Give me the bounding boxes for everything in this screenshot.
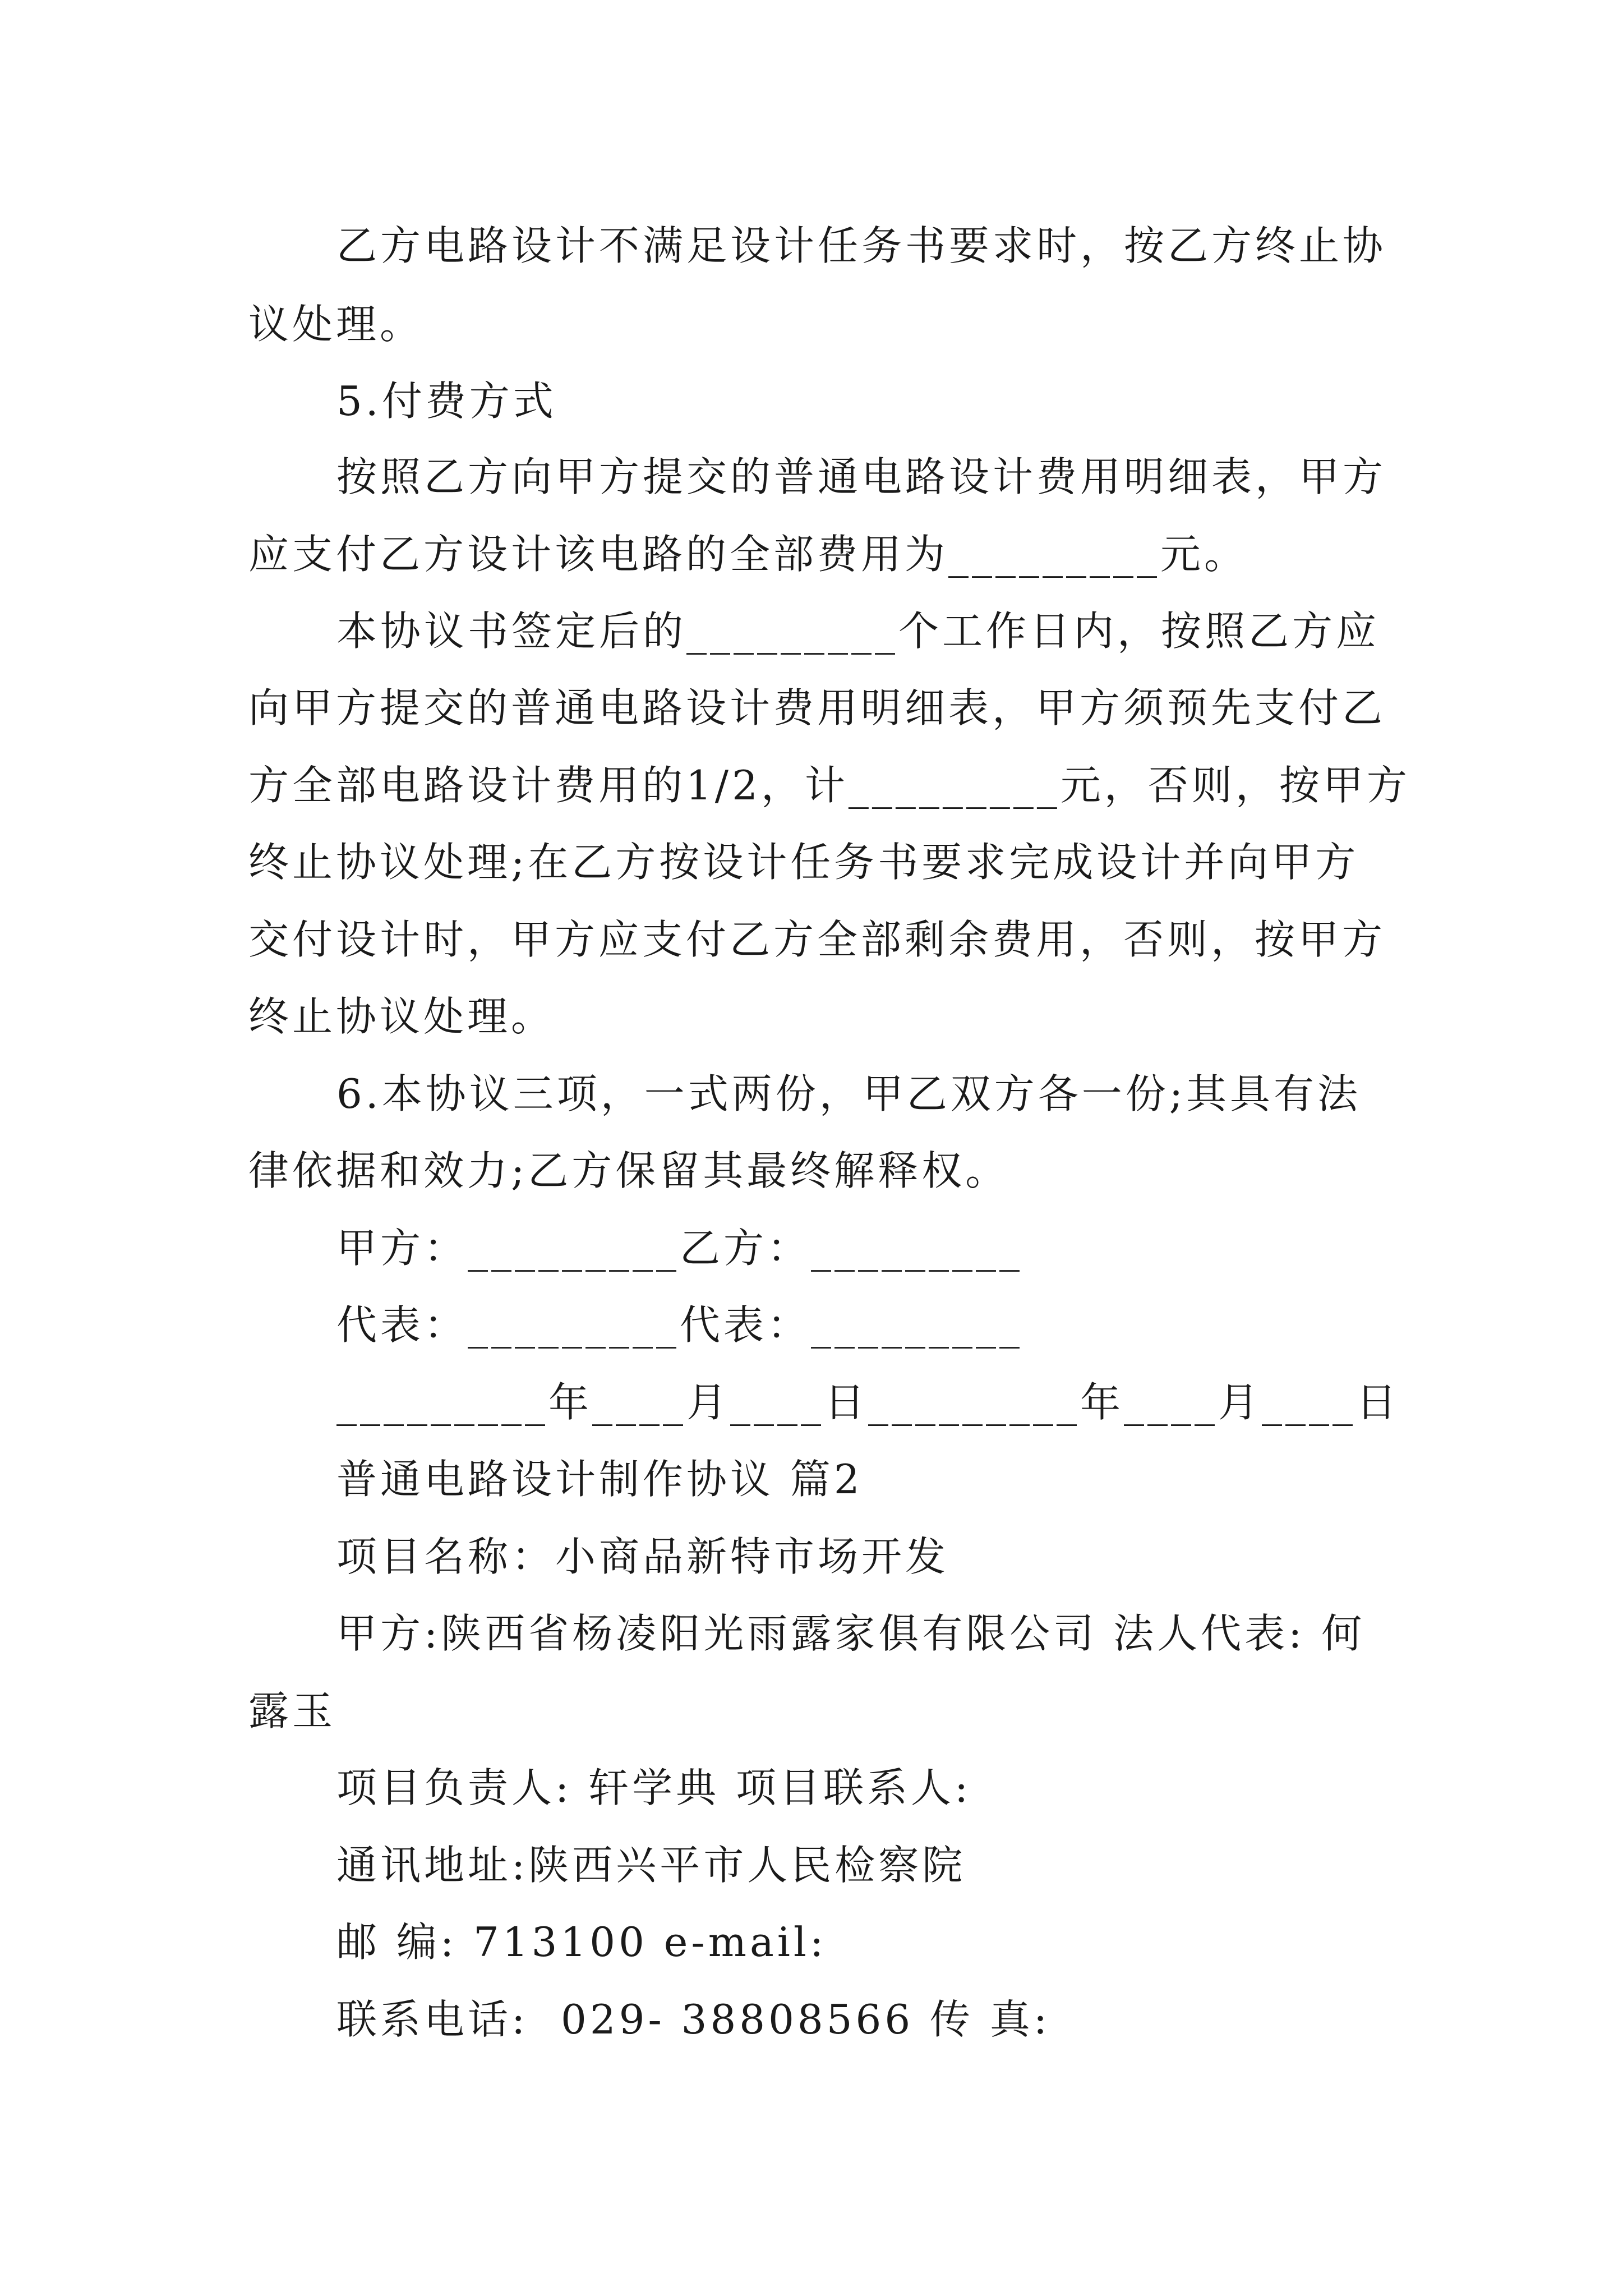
project-name-line: 项目名称：小商品新特市场开发 [336, 1533, 949, 1580]
paragraph-line: 律依据和效力;乙方保留其最终解释权。 [248, 1147, 1009, 1194]
paragraph-line: 按照乙方向甲方提交的普通电路设计费用明细表，甲方 [336, 453, 1387, 500]
paragraph-line: 乙方电路设计不满足设计任务书要求时，按乙方终止协 [336, 222, 1387, 269]
signature-date-line: _________年____月____日_________年____月____日 [336, 1379, 1400, 1426]
paragraph-line: 议处理。 [248, 301, 424, 348]
paragraph-line: 终止协议处理。 [248, 993, 555, 1040]
party-a-line: 甲方:陕西省杨凌阳光雨露家俱有限公司 法人代表: 何 [336, 1610, 1366, 1657]
project-lead-line: 项目负责人: 轩学典 项目联系人: [336, 1764, 972, 1811]
section-title: 普通电路设计制作协议 篇2 [336, 1456, 863, 1503]
paragraph-line: 本协议书签定后的_________个工作日内，按照乙方应 [336, 608, 1380, 655]
postcode-line: 邮 编: 713100 e-mail: [336, 1918, 827, 1966]
party-a-line-continued: 露玉 [248, 1687, 336, 1734]
paragraph-line: 交付设计时，甲方应支付乙方全部剩余费用，否则，按甲方 [248, 916, 1386, 963]
address-line: 通讯地址:陕西兴平市人民检察院 [336, 1842, 966, 1889]
paragraph-line: 终止协议处理;在乙方按设计任务书要求完成设计并向甲方 [248, 839, 1359, 886]
paragraph-line: 方全部电路设计费用的1/2，计_________元，否则，按甲方 [248, 762, 1410, 809]
paragraph-line: 向甲方提交的普通电路设计费用明细表，甲方须预先支付乙 [248, 684, 1386, 731]
signature-representative-line: 代表：_________代表：_________ [336, 1301, 1023, 1349]
paragraph-line: 6.本协议三项，一式两份，甲乙双方各一份;其具有法 [336, 1070, 1361, 1117]
section-heading: 5.付费方式 [336, 378, 557, 425]
signature-party-line: 甲方：_________乙方：_________ [336, 1225, 1023, 1272]
phone-line: 联系电话: 029- 38808566 传 真: [336, 1996, 1051, 2043]
paragraph-line: 应支付乙方设计该电路的全部费用为_________元。 [248, 531, 1248, 578]
